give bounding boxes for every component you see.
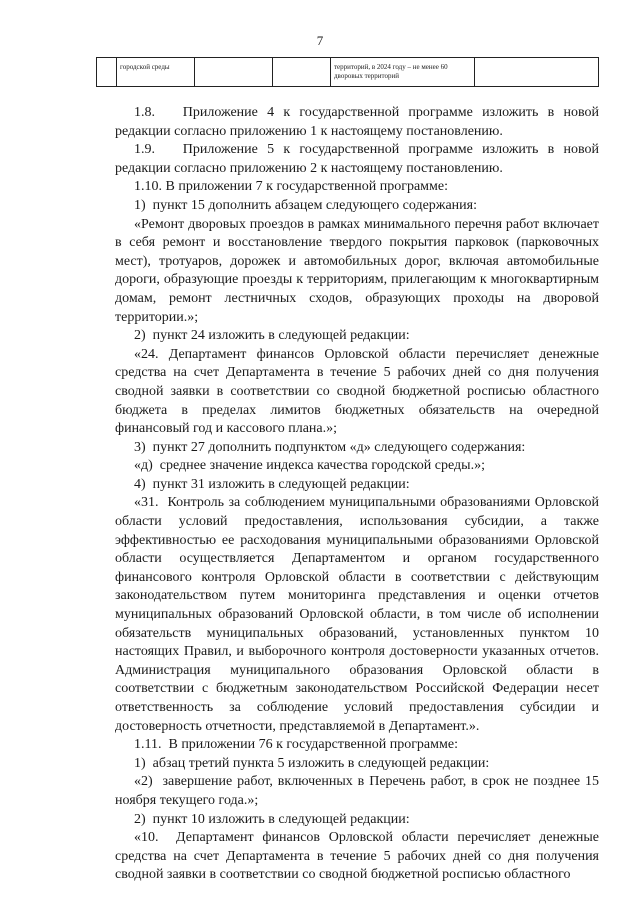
paragraph: 2) пункт 10 изложить в следующей редакции: [134,811,410,827]
table-cell: территорий, в 2024 году – не менее 60 дворовых территорий [331,58,475,87]
table-row [97,58,599,87]
paragraph: 4) пункт 31 изложить в следующей редакции: [134,476,410,492]
table-cell: городской среды [117,58,195,87]
page-number: 7 [316,33,324,48]
table-cell [97,58,117,87]
paragraph: 1.10. В приложении 7 к государственной программе: [134,179,448,195]
paragraph: 3) пункт 27 дополнить подпунктом «д» следующего содержания: [134,439,526,455]
paragraph: «31. Контроль за соблюдением муниципальными образованиями Орловской области условий предоставления, использования субсидии, а также эффективностью ее расходования муниципальными образованиями Орловской области осуществляется Департаментом и органом государственного финансового контроля Орловской области в соответствии с действующим законодательством путем мониторинга представления и оценки отчетов муниципальных образований Орловской области, в том числе об исполнении обязательств муниципальных образований, установленных пунктом 10 настоящих Правил, и выборочного контроля достоверности указанных отчетов. Администрация муниципального образования Орловской области в соответствии с бюджетным законодательством Российской Федерации несет ответственность за соблюдение условий предоставления субсидии и достоверность отчетности, представляемой в Департамент.». [115,495,599,734]
paragraph: «Ремонт дворовых проездов в рамках минимального перечня работ включает в себя ремонт и восстановление твердого покрытия парковок (парковочных мест), тротуаров, дорожек и автомобильных дорог, включая автомобильные дороги, образующие проезды к территориям, прилегающим к многоквартирным домам, ремонт лестничных сходов, образующих проходы на дворовой территории.»; [115,216,599,325]
continued-table [96,57,599,87]
table-cell [475,58,599,87]
paragraph: «2) завершение работ, включенных в Перечень работ, в срок не позднее 15 ноября текущего года.»; [115,774,599,808]
paragraph: «24. Департамент финансов Орловской области перечисляет денежные средства на счет Департамента в течение 5 рабочих дней со дня получения сводной заявки в соответствии со сводной бюджетной росписью областного бюджета в пределах лимитов бюджетных обязательств на очередной финансовый год и кассового плана.»; [115,346,599,437]
paragraph: «д) среднее значение индекса качества городской среды.»; [134,458,485,474]
paragraph: 1) пункт 15 дополнить абзацем следующего содержания: [134,197,477,213]
paragraph: 1.8. Приложение 4 к государственной программе изложить в новой редакции согласно приложению 1 к настоящему постановлению. [115,105,599,139]
table-cell [273,58,331,87]
paragraph: 2) пункт 24 изложить в следующей редакции: [134,328,410,344]
table-cell [195,58,273,87]
paragraph: 1) абзац третий пункта 5 изложить в следующей редакции: [134,755,490,771]
document-body [115,104,599,885]
paragraph: 1.11. В приложении 76 к государственной программе: [134,737,458,753]
paragraph: 1.9. Приложение 5 к государственной программе изложить в новой редакции согласно приложению 2 к настоящему постановлению. [115,142,599,176]
paragraph: «10. Департамент финансов Орловской области перечисляет денежные средства на счет Департамента в течение 5 рабочих дней со дня получения сводной заявки в соответствии со сводной бюджетной росписью областного [115,830,599,883]
